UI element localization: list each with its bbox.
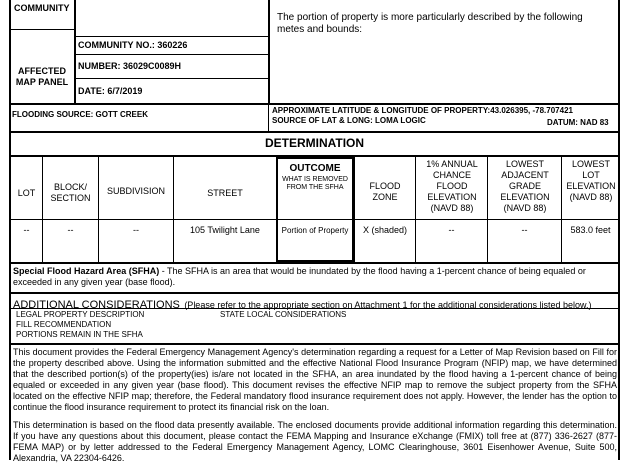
col-separator [42, 156, 43, 262]
divider [75, 54, 268, 55]
sfha-label: Special Flood Hazard Area (SFHA) [13, 266, 160, 276]
divider [10, 343, 619, 345]
consideration-portions-remain: PORTIONS REMAIN IN THE SFHA [16, 330, 143, 339]
row-lowest-adjacent: -- [521, 225, 528, 235]
row-outcome: Portion of Property [281, 226, 349, 235]
col-header-street: STREET [207, 188, 243, 198]
community-label: COMMUNITY [14, 3, 70, 13]
datum: DATUM: NAD 83 [547, 118, 609, 127]
additional-title: ADDITIONAL CONSIDERATIONS [13, 299, 180, 311]
col-header-outcome-sub: WHAT IS REMOVED FROM THE SFHA [282, 176, 348, 191]
row-annual-chance: -- [448, 225, 455, 235]
col-separator [173, 156, 174, 262]
col-header-annual-chance: 1% ANNUAL CHANCE FLOOD ELEVATION (NAVD 88) [426, 159, 478, 213]
col-header-subdivision: SUBDIVISION [106, 186, 165, 196]
determination-title: DETERMINATION [264, 136, 365, 150]
lat-long: APPROXIMATE LATITUDE & LONGITUDE OF PROPERTY:43.026395, -78.707421 [272, 106, 573, 115]
divider [354, 219, 619, 220]
col-separator [354, 156, 355, 262]
divider [277, 219, 354, 220]
col-header-lowest-lot: LOWEST LOT ELEVATION (NAVD 88) [566, 159, 616, 202]
divider [75, 78, 268, 79]
consideration-legal-property: LEGAL PROPERTY DESCRIPTION [16, 310, 145, 319]
divider [268, 0, 270, 103]
contact-paragraph: This determination is based on the flood data presently available. The enclosed documents provide additional information regarding this determination. If you have any questions about this document, please contact the FEMA Mapping and Insurance eXchange (FMIX) toll free at (877) 336-2627 (877-FEMA MAP) or by letter addressed to the Federal Emergency Management Agency, LOMC Clearinghouse, 3601 Eisenhower Avenue, Suite 500, Alexandria, VA 22304-6426. [13, 420, 617, 463]
col-separator [415, 156, 416, 262]
consideration-state-local: STATE LOCAL CONSIDERATIONS [220, 310, 347, 319]
divider [268, 104, 269, 131]
col-header-lot: LOT [17, 188, 36, 198]
divider [10, 292, 619, 294]
property-description: The portion of property is more particularly described by the following metes and bounds: [277, 12, 583, 35]
affected-map-panel-label: AFFECTED MAP PANEL [15, 66, 69, 87]
sfha-paragraph [13, 266, 617, 288]
divider [74, 0, 76, 103]
map-panel-number: NUMBER: 36029C0089H [78, 61, 182, 71]
row-flood-zone: X (shaded) [362, 225, 408, 235]
row-lowest-lot: 583.0 feet [570, 225, 611, 235]
col-header-flood-zone: FLOOD ZONE [369, 181, 401, 202]
consideration-fill-recommendation: FILL RECOMMENDATION [16, 320, 112, 329]
divider [10, 219, 276, 220]
flooding-source: FLOODING SOURCE: GOTT CREEK [12, 110, 148, 119]
divider [10, 308, 619, 309]
divider [10, 262, 619, 264]
divider [75, 36, 268, 37]
col-header-lowest-adjacent: LOWEST ADJACENT GRADE ELEVATION (NAVD 88) [500, 159, 550, 213]
col-separator [561, 156, 562, 262]
row-block: -- [67, 225, 74, 235]
row-subdivision: -- [133, 225, 139, 235]
row-street: 105 Twilight Lane [190, 225, 260, 235]
community-number: COMMUNITY NO.: 360226 [78, 40, 188, 50]
sfha-text: - The SFHA is an area that would be inundated by the flood having a 1-percent chance of being equaled or exceeded in any given year (base flood). [13, 266, 586, 287]
col-separator [487, 156, 488, 262]
col-separator [98, 156, 99, 262]
row-lot: -- [23, 225, 30, 235]
additional-note: (Please refer to the appropriate section on Attachment 1 for the additional considerations listed below.) [184, 300, 592, 310]
col-header-block: BLOCK/ SECTION [50, 182, 91, 203]
divider [10, 29, 75, 30]
lat-long-source: SOURCE OF LAT & LONG: LOMA LOGIC [272, 116, 426, 125]
map-panel-date: DATE: 6/7/2019 [78, 86, 143, 96]
divider [10, 131, 619, 133]
divider [10, 103, 619, 105]
determination-paragraph: This document provides the Federal Emergency Management Agency's determination regarding a request for a Letter of Map Revision based on Fill for the property described above. Using the information submitted and the effective National Flood Insurance Program (NFIP) map, we have determined that the described portion(s) of the property(ies) is/are not located in the SFHA, an area inundated by the flood having a 1-percent chance of being equaled or exceeded in any given year (base flood). This document revises the effective NFIP map to remove the subject property from the SFHA located on the effective NFIP map; therefore, the Federal mandatory flood insurance requirement does not apply. However, the lender has the option to continue the flood insurance requirement to protect its financial risk on the loan. [13, 347, 617, 412]
col-header-outcome: OUTCOME [289, 163, 341, 174]
